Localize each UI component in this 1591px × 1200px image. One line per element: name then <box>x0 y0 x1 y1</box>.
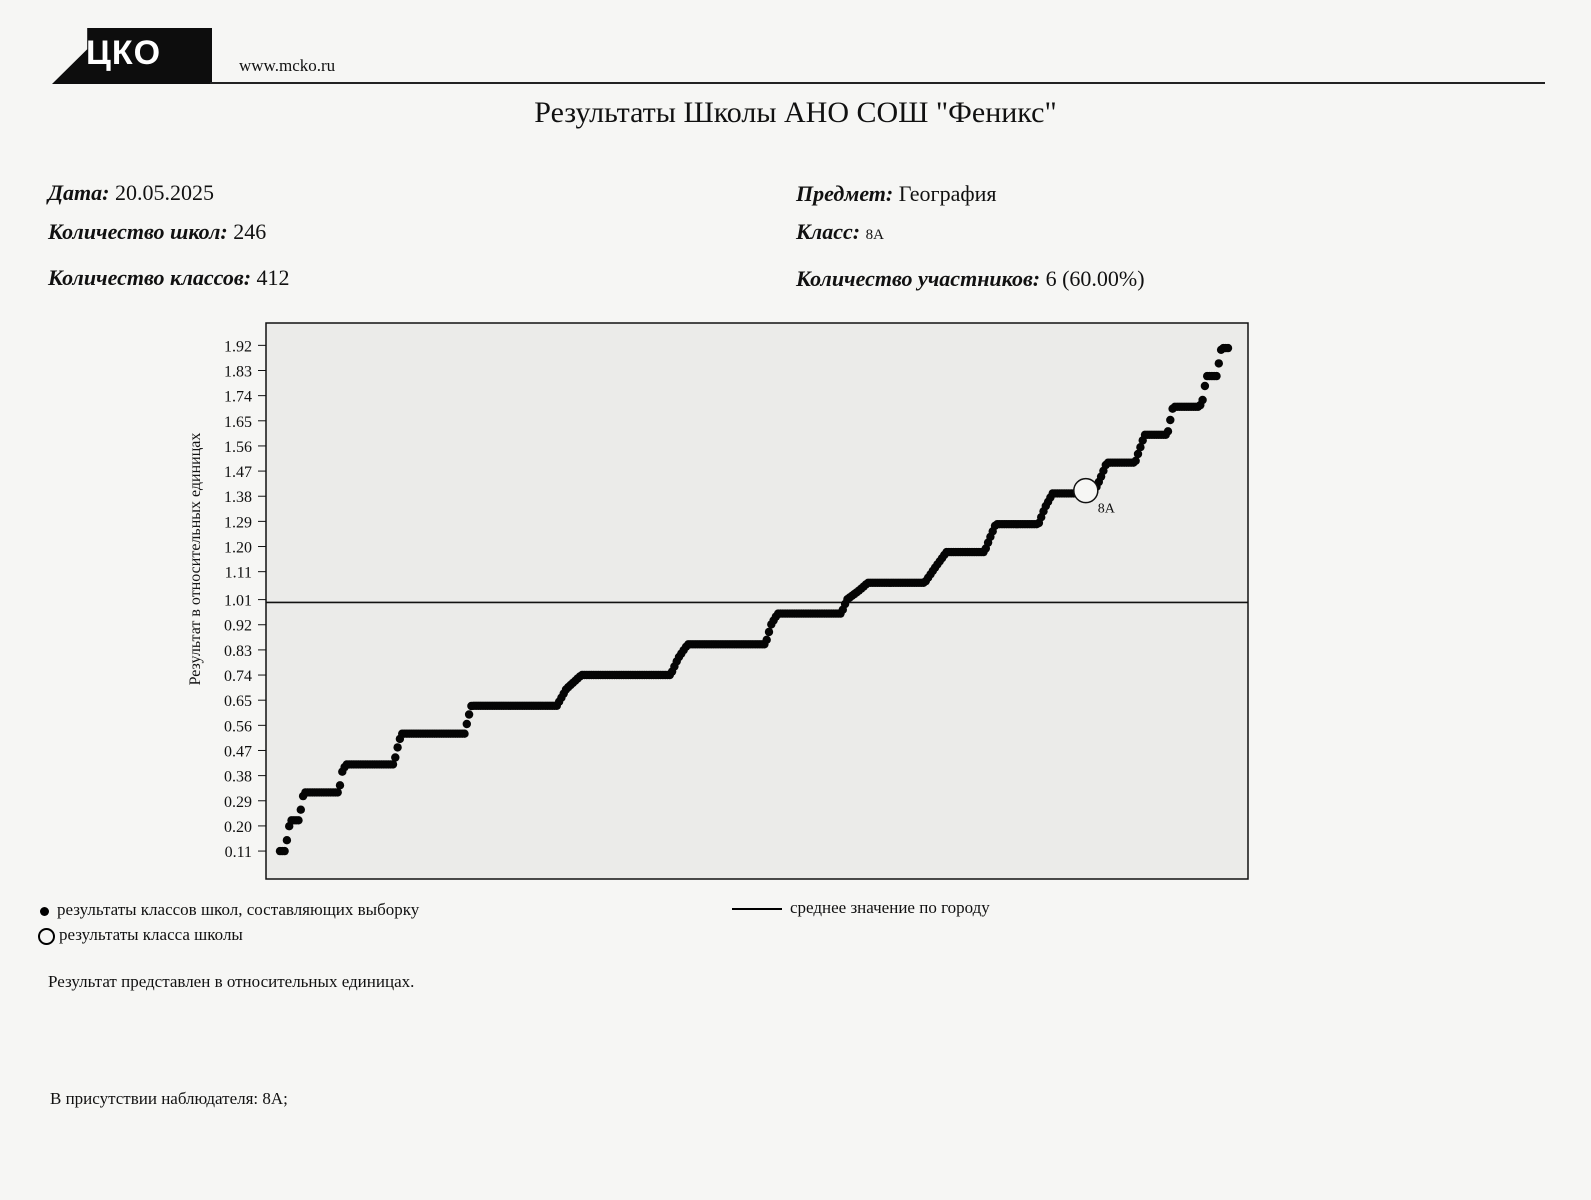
y-tick-label: 1.29 <box>224 514 252 532</box>
site-url[interactable]: www.mcko.ru <box>239 56 336 75</box>
sample-point <box>283 836 291 844</box>
info-classes <box>48 265 290 291</box>
info-date <box>48 180 214 206</box>
sample-point <box>294 816 302 824</box>
y-tick-label: 1.11 <box>224 564 252 582</box>
info-participants <box>796 266 1145 292</box>
sample-point <box>1215 359 1223 367</box>
sample-point <box>393 743 401 751</box>
schools-value: 246 <box>233 219 267 244</box>
observer-note: В присутствии наблюдателя: 8А; <box>50 1089 288 1108</box>
y-tick-label: 1.74 <box>224 388 252 406</box>
legend-average <box>732 898 990 918</box>
y-tick-label: 1.83 <box>224 363 252 381</box>
units-note: Результат представлен в относительных единицах. <box>48 972 415 991</box>
sample-point <box>1212 372 1220 380</box>
y-tick-label: 0.65 <box>224 693 252 711</box>
sample-point <box>1224 344 1232 352</box>
legend-class-text: результаты класса школы <box>59 925 243 944</box>
sample-point <box>463 720 471 728</box>
y-tick-label: 0.83 <box>224 642 252 660</box>
header-rule <box>210 82 1545 84</box>
sample-point <box>1201 382 1209 390</box>
y-tick-label: 1.65 <box>224 413 252 431</box>
class-value: 8А <box>865 227 884 243</box>
sample-point <box>460 730 468 738</box>
info-class <box>796 219 884 245</box>
sample-point <box>336 781 344 789</box>
date-value: 20.05.2025 <box>114 180 214 205</box>
logo-text: ЦКО <box>86 34 162 72</box>
sample-point <box>1164 427 1172 435</box>
info-subject <box>796 181 996 207</box>
legend-line-icon <box>732 908 782 910</box>
class-label: Класс: <box>796 219 861 244</box>
plot-area <box>266 323 1248 879</box>
y-tick-label: 1.56 <box>224 438 252 456</box>
legend-circle-icon <box>38 928 55 945</box>
sample-point <box>297 806 305 814</box>
page-title: Результаты Школы АНО СОШ "Феникс" <box>534 96 1057 129</box>
legend-dot-icon <box>40 907 49 916</box>
sample-point <box>334 788 342 796</box>
y-tick-label: 1.38 <box>224 489 252 507</box>
sample-point <box>391 753 399 761</box>
y-tick-label: 0.56 <box>224 718 252 736</box>
class-point-label: 8А <box>1097 501 1115 517</box>
y-tick-label: 0.92 <box>224 617 252 635</box>
sample-point <box>765 628 773 636</box>
sample-point <box>1166 416 1174 424</box>
sample-point <box>465 710 473 718</box>
classes-value: 412 <box>256 265 290 290</box>
sample-point <box>280 847 288 855</box>
legend-average-text: среднее значение по городу <box>790 898 990 917</box>
schools-label: Количество школ: <box>48 219 228 244</box>
y-tick-label: 0.74 <box>224 668 252 686</box>
y-tick-label: 0.38 <box>224 768 252 786</box>
participants-label: Количество участников: <box>796 266 1041 291</box>
sample-point <box>763 636 771 644</box>
legend-class <box>38 925 243 945</box>
info-schools <box>48 219 266 245</box>
y-tick-label: 1.47 <box>224 464 252 482</box>
y-tick-label: 1.20 <box>224 539 252 557</box>
y-tick-label: 0.29 <box>224 793 252 811</box>
sample-point <box>1198 396 1206 404</box>
date-label: Дата: <box>48 180 110 205</box>
y-tick-label: 0.47 <box>224 743 252 761</box>
results-chart <box>180 320 1270 890</box>
subject-value: География <box>898 181 997 206</box>
y-tick-label: 0.11 <box>224 844 252 862</box>
subject-label: Предмет: <box>796 181 894 206</box>
legend-sample <box>40 900 419 920</box>
y-tick-label: 1.92 <box>224 338 252 356</box>
y-tick-label: 1.01 <box>224 592 252 610</box>
participants-value: 6 (60.00%) <box>1045 266 1145 291</box>
y-tick-label: 0.20 <box>224 818 252 836</box>
y-axis-label: Результат в относительных единицах <box>187 432 204 686</box>
legend-sample-text: результаты классов школ, составляющих выборку <box>57 900 420 919</box>
class-point <box>1074 479 1098 503</box>
classes-label: Количество классов: <box>48 265 252 290</box>
